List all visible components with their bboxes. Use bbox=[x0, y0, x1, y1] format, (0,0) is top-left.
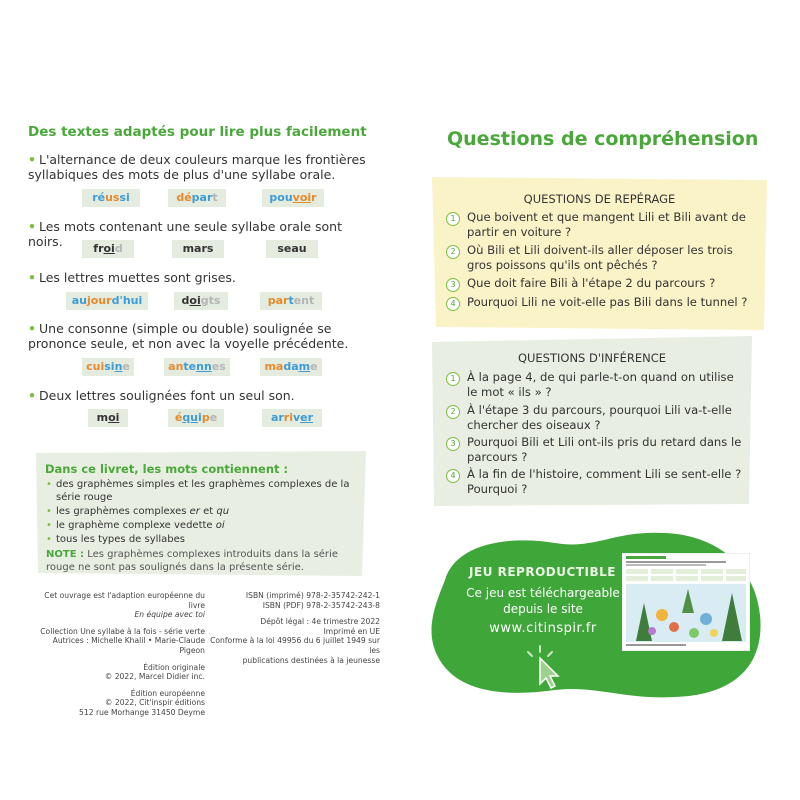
inf-question-2: À l'étape 3 du parcours, pourquoi Lili va-t-elle chercher des oiseaux ? bbox=[467, 403, 732, 432]
bullet-alternance: • L'alternance de deux couleurs marque les frontières syllabiques des mots de plus d'une syllabe orale. bbox=[28, 152, 366, 182]
legal-line: Édition originale bbox=[143, 662, 205, 672]
game-thumbnail[interactable] bbox=[622, 553, 750, 651]
inf-number-1: 1 bbox=[446, 372, 460, 386]
rep-question-4: Pourquoi Lili ne voit-elle pas Bili dans le tunnel ? bbox=[467, 295, 748, 309]
inf-number-4: 4 bbox=[446, 469, 460, 483]
word-partent: partent bbox=[260, 292, 322, 310]
livret-item-text: les graphèmes complexes bbox=[56, 506, 190, 517]
cursor-click-icon bbox=[526, 644, 564, 690]
bullet-noirs: • Les mots contenant une seule syllabe orale sont noirs. bbox=[28, 219, 342, 249]
word-reussi: réussi bbox=[82, 189, 140, 207]
livret-note bbox=[46, 549, 346, 574]
note-text: Les graphèmes complexes introduits dans la série rouge ne sont pas soulignés dans la présente série. bbox=[46, 549, 338, 573]
bullet-text: Une consonne (simple ou double) soulignée se prononce seule, et non avec la voyelle précédente. bbox=[28, 321, 349, 351]
legal-right bbox=[210, 591, 380, 665]
word-equipe: équipe bbox=[168, 409, 224, 427]
inf-question-1: À la page 4, de qui parle-t-on quand on utilise le mot « ils » ? bbox=[467, 370, 734, 399]
legal-line: En équipe avec toi bbox=[134, 610, 205, 620]
legal-line: © 2022, Marcel Didier inc. bbox=[104, 672, 205, 682]
livret-item-2: • les graphèmes complexes er et qu bbox=[46, 506, 230, 517]
livret-item-text: tous les types de syllabes bbox=[56, 534, 186, 545]
rep-question-1: Que boivent et que mangent Lili et Bili avant de partir en voiture ? bbox=[467, 210, 746, 239]
inf-number-2: 2 bbox=[446, 405, 460, 419]
legal-left bbox=[40, 591, 205, 718]
word-pouvoir: pouvoir bbox=[262, 189, 324, 207]
bullet-text: L'alternance de deux couleurs marque les frontières syllabiques des mots de plus d'une syllabe orale. bbox=[28, 152, 366, 182]
bullet-text: Deux lettres soulignées font un seul son. bbox=[39, 388, 295, 403]
livret-item-1: • des graphèmes simples et les graphèmes complexes de la série rouge bbox=[46, 479, 350, 503]
legal-line: Autrices : Michelle Khalil • Marie-Claude Pigeon bbox=[52, 636, 205, 655]
rep-question-3: Que doit faire Bili à l'étape 2 du parcours ? bbox=[467, 276, 716, 290]
legal-line: © 2022, Cit'inspir éditions bbox=[104, 698, 205, 708]
bullet-text: Les lettres muettes sont grises. bbox=[39, 270, 236, 285]
word-madame: madame bbox=[260, 358, 322, 376]
inference-title: QUESTIONS D'INFÉRENCE bbox=[517, 351, 667, 365]
word-moi: moi bbox=[88, 409, 128, 427]
legal-line: Cet ouvrage est l'adaption européenne du livre bbox=[44, 591, 205, 610]
grapheme-qu: qu bbox=[216, 506, 230, 517]
inf-number-3: 3 bbox=[446, 437, 460, 451]
livret-item-4: • tous les types de syllabes bbox=[46, 534, 186, 545]
inf-question-3: Pourquoi Bili et Lili ont-ils pris du retard dans le parcours ? bbox=[467, 435, 742, 464]
word-mars: mars bbox=[172, 240, 224, 258]
word-aujourdhui: aujourd'hui bbox=[66, 292, 148, 310]
grapheme-er: er bbox=[189, 506, 200, 517]
legal-line: 512 rue Morhange 31450 Deyme bbox=[79, 707, 205, 717]
livret-item-text: et bbox=[199, 506, 217, 517]
legal-line: ISBN (imprimé) 978-2-35742-242-1 bbox=[245, 591, 380, 600]
bullet-consonne: • Une consonne (simple ou double) soulignée se prononce seule, et non avec la voyelle précédente. bbox=[28, 321, 349, 351]
bullet-text: Les mots contenant une seule syllabe orale sont noirs. bbox=[28, 219, 342, 249]
legal-line: Édition européenne bbox=[130, 688, 205, 698]
jeu-url-link[interactable]: www.citinspir.fr bbox=[489, 621, 597, 636]
word-arriver: arriver bbox=[262, 409, 322, 427]
bullet-deux-lettres: • Deux lettres soulignées font un seul son. bbox=[28, 388, 295, 403]
word-doigts: doigts bbox=[174, 292, 228, 310]
livret-item-text: le graphème complexe vedette bbox=[56, 520, 216, 531]
jeu-line-2: depuis le site bbox=[503, 602, 583, 616]
bullet-muettes: • Les lettres muettes sont grises. bbox=[28, 270, 236, 285]
rep-question-2: Où Bili et Lili doivent-ils aller déposer les trois gros poissons qu'ils ont pêchés ? bbox=[467, 243, 733, 272]
jeu-title: JEU REPRODUCTIBLE bbox=[469, 565, 616, 579]
legal-line: Collection Une syllabe à la fois - série verte bbox=[40, 626, 205, 636]
inf-question-4: À la fin de l'histoire, comment Lili se sent-elle ? Pourquoi ? bbox=[467, 467, 742, 496]
left-heading: Des textes adaptés pour lire plus facilement bbox=[28, 124, 367, 140]
legal-line: ISBN (PDF) 978-2-35742-243-8 bbox=[262, 600, 380, 610]
word-depart: départ bbox=[168, 189, 226, 207]
rep-number-4: 4 bbox=[446, 297, 460, 311]
word-seau: seau bbox=[266, 240, 318, 258]
legal-line: publications destinées à la jeunesse bbox=[242, 655, 380, 665]
rep-number-3: 3 bbox=[446, 278, 460, 292]
rep-number-2: 2 bbox=[446, 245, 460, 259]
rep-number-1: 1 bbox=[446, 212, 460, 226]
right-title: Questions de compréhension bbox=[447, 128, 759, 150]
grapheme-oi: oi bbox=[215, 520, 225, 531]
legal-line: Conforme à la loi 49956 du 6 juillet 1949 sur les bbox=[210, 636, 380, 655]
legal-line: Imprimé en UE bbox=[323, 626, 380, 636]
word-antennes: antennes bbox=[164, 358, 230, 376]
legal-line: Dépôt légal : 4e trimestre 2022 bbox=[260, 617, 380, 627]
word-froid: froid bbox=[82, 240, 134, 258]
jeu-line-1: Ce jeu est téléchargeable bbox=[466, 586, 620, 600]
word-cuisine: cuisine bbox=[82, 358, 134, 376]
reperage-title: QUESTIONS DE REPÉRAGE bbox=[523, 192, 676, 206]
livret-item-3: • le graphème complexe vedette oi bbox=[46, 520, 225, 531]
note-label: NOTE : bbox=[46, 549, 85, 560]
livret-title: Dans ce livret, les mots contiennent : bbox=[45, 462, 289, 476]
livret-item-text: des graphèmes simples et les graphèmes complexes de la série rouge bbox=[56, 479, 350, 503]
